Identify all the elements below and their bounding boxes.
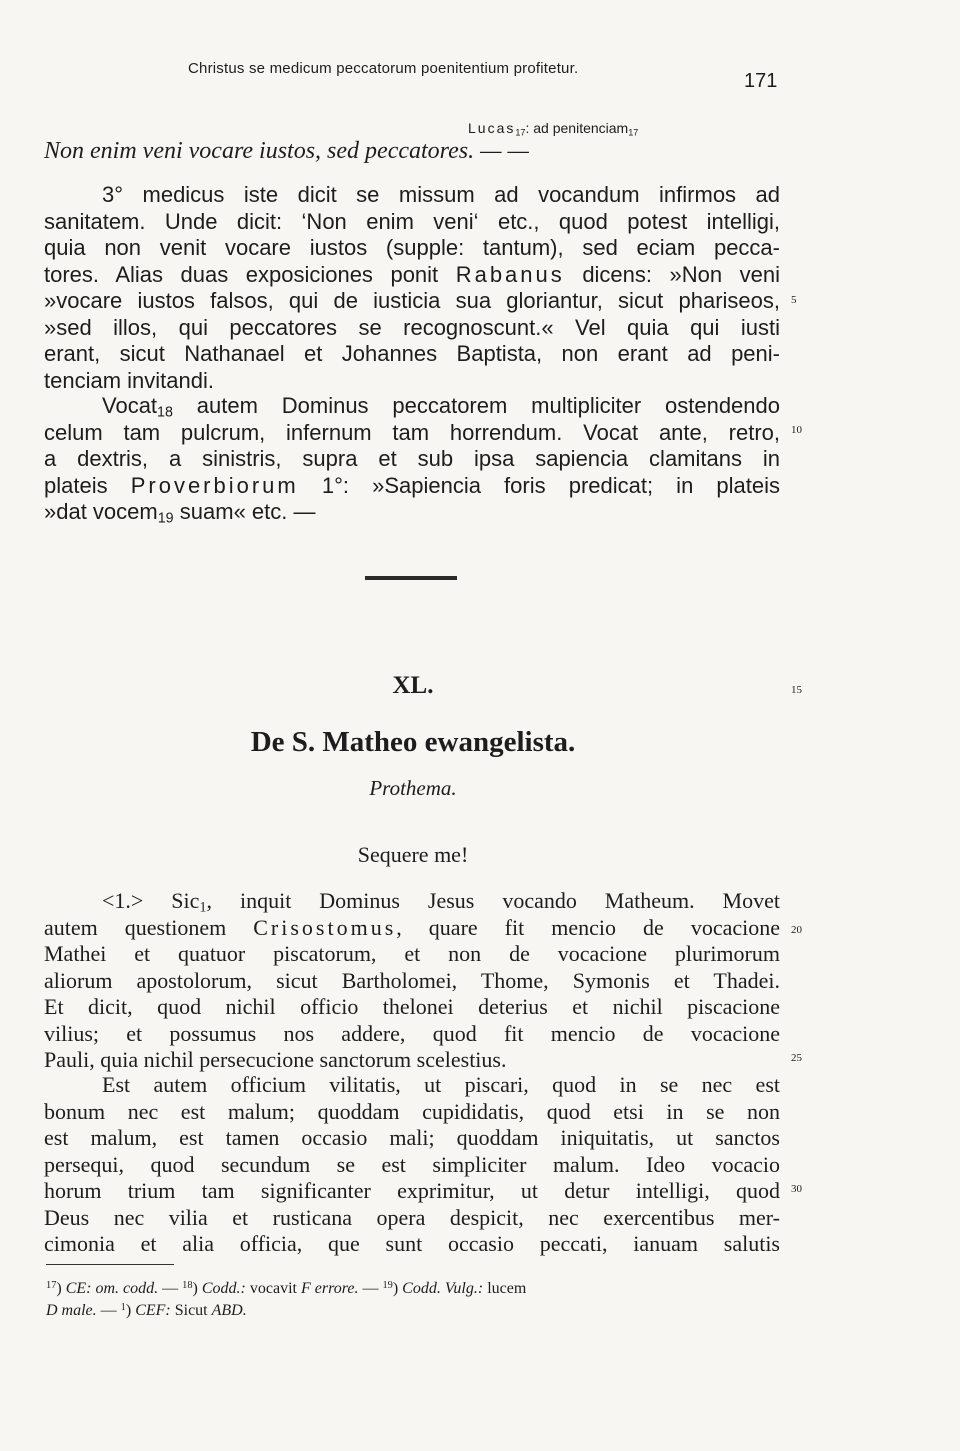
text-line: »sed illos, qui peccatores se recognoscunt.« Vel quia qui iusti: [44, 314, 780, 340]
gloss-source-note: 17: [515, 127, 526, 138]
text-span: <1.> Sic: [102, 888, 200, 913]
text-line: Est autem officium vilitatis, ut piscari, quod in se nec est: [102, 1072, 780, 1097]
text-line: a dextris, a sinistris, supra et sub ipsa sapiencia clamitans in: [44, 446, 780, 471]
running-title: Christus se medicum peccatorum poenitentium profitetur.: [188, 60, 579, 77]
book-name: Proverbiorum: [130, 472, 299, 498]
section-subtitle: Prothema.: [369, 776, 457, 800]
footnote-line: $^{17}$) CE: om. codd. — $^{18}$) Codd.: vocavit F errore. — $^{19}$) Codd. Vulg.: lucem: [46, 1279, 527, 1297]
text-line: [44, 473, 780, 500]
text-line: [44, 262, 780, 289]
separator: —: [162, 1280, 179, 1297]
footnote-text: F errore.: [300, 1280, 359, 1297]
footnote-text: CEF:: [135, 1302, 171, 1319]
footnote-text: Sicut: [174, 1302, 208, 1319]
line-number: 30: [791, 1183, 802, 1195]
paragraph-1: [44, 182, 780, 394]
text-line: vilius; et possumus nos addere, quod fit mencio de vocacione: [44, 1020, 780, 1046]
footnote-text: CE: om. codd.: [65, 1280, 159, 1297]
text-line: Et dicit, quod nichil officio thelonei deterius et nichil piscacione: [44, 994, 780, 1019]
text-line: [44, 499, 780, 526]
footnote-text: ABD.: [211, 1302, 247, 1319]
text-line: erant, sicut Nathanael et Johannes Baptista, non erant ad peni-: [44, 341, 780, 366]
author-name: Crisostomus: [253, 914, 397, 940]
text-span: Vocat: [102, 393, 158, 418]
text-line: <1.> Sic$_1$, inquit Dominus Jesus vocando Matheum. Movet: [102, 888, 780, 916]
footnote-ref: 1: [199, 899, 207, 916]
footnote-text: Codd.:: [201, 1280, 246, 1297]
text-line: celum tam pulcrum, infernum tam horrendum. Vocat ante, retro,: [44, 419, 780, 445]
footnote-text: vocavit: [249, 1280, 297, 1297]
text-line: [44, 915, 780, 942]
footnote-number: 19: [382, 1279, 393, 1291]
line-number: 20: [791, 924, 802, 936]
footnote-text: Codd. Vulg.:: [402, 1280, 484, 1297]
footnote-line: D male. — $^1$) CEF: Sicut ABD.: [46, 1301, 247, 1319]
text-span: tores. Alias duas exposiciones ponit: [44, 261, 439, 287]
line-number: 25: [791, 1052, 802, 1064]
section-divider: [365, 576, 457, 580]
page-number: 171: [744, 70, 778, 92]
marginal-gloss: Lucas$_{17}$: ad penitenciam$_{17}$: [468, 120, 639, 138]
text-span: »dat vocem: [44, 499, 158, 524]
footnote-ref: 19: [157, 510, 174, 527]
footnotes: [46, 1278, 778, 1322]
footnote-number: 1: [120, 1301, 126, 1313]
section-theme: Sequere me!: [357, 842, 469, 867]
footnote-ref: 18: [157, 404, 173, 421]
separator: —: [100, 1302, 117, 1319]
text-line: tenciam invitandi.: [44, 367, 214, 393]
biblical-quote: Non enim veni vocare iustos, sed peccatores. — —: [44, 138, 529, 164]
text-line: Pauli, quia nichil persecucione sanctorum scelestius.: [44, 1047, 507, 1072]
text-line: quia non venit vocare iustos (supple: tantum), sed eciam pecca-: [44, 235, 780, 260]
text-line: »vocare iustos falsos, qui de iusticia sua gloriantur, sicut phariseos,: [44, 288, 780, 313]
text-line: horum trium tam significanter exprimitur, ut detur intelligi, quod: [44, 1178, 780, 1203]
text-span: suam« etc. —: [179, 499, 316, 524]
separator: —: [362, 1280, 379, 1297]
paragraph-2: [44, 393, 780, 526]
section-title: De S. Matheo ewangelista.: [250, 726, 576, 758]
footnote-text: D male.: [46, 1302, 97, 1319]
text-line: aliorum apostolorum, sicut Bartholomei, Thome, Symonis et Thadei.: [44, 967, 780, 993]
gloss-text-note: 17: [628, 127, 639, 138]
line-number: 10: [791, 424, 802, 436]
text-line: cimonia et alia officia, que sunt occasio peccati, ianuam salutis: [44, 1231, 780, 1256]
text-span: plateis: [44, 472, 108, 498]
text-line: persequi, quod secundum se est simpliciter malum. Ideo vocacio: [44, 1151, 780, 1177]
text-line: Mathei et quatuor piscatorum, et non de vocacione plurimorum: [44, 941, 780, 966]
paragraph-3: [44, 888, 780, 1074]
text-line: est malum, est tamen occasio mali; quoddam iniquitatis, ut sanctos: [44, 1125, 780, 1150]
text-line: 3° medicus iste dicit se missum ad vocandum infirmos ad: [102, 182, 780, 207]
text-line: bonum nec est malum; quoddam cupididatis, quod etsi in se non: [44, 1098, 780, 1124]
text-span: dicens: »Non veni: [582, 261, 781, 287]
text-span: , quare fit mencio de vocacione: [396, 914, 780, 940]
footnote-number: 17: [46, 1279, 57, 1291]
text-span: inquit Dominus Jesus vocando Matheum. Movet: [240, 888, 780, 913]
gloss-text: ad penitenciam: [533, 120, 629, 136]
line-number: 15: [791, 684, 802, 696]
paragraph-4: [44, 1072, 780, 1258]
footnote-number: 18: [182, 1279, 193, 1291]
footnote-text: lucem: [487, 1280, 527, 1297]
text-line: sanitatem. Unde dicit: ‘Non enim veni‘ etc., quod potest intelligi,: [44, 208, 780, 234]
author-name: Rabanus: [455, 261, 565, 287]
section-number: XL.: [392, 672, 434, 699]
text-span: 1°: »Sapiencia foris predicat; in plateis: [321, 472, 780, 498]
text-line: [44, 393, 780, 420]
text-span: autem questionem: [44, 914, 227, 940]
line-number: 5: [791, 294, 797, 306]
text-line: Deus nec vilia et rusticana opera despicit, nec exercentibus mer-: [44, 1204, 780, 1230]
text-span: autem Dominus peccatorem multipliciter ostendendo: [196, 393, 780, 418]
gloss-source: Lucas: [468, 120, 516, 136]
footnote-rule: [46, 1264, 174, 1265]
